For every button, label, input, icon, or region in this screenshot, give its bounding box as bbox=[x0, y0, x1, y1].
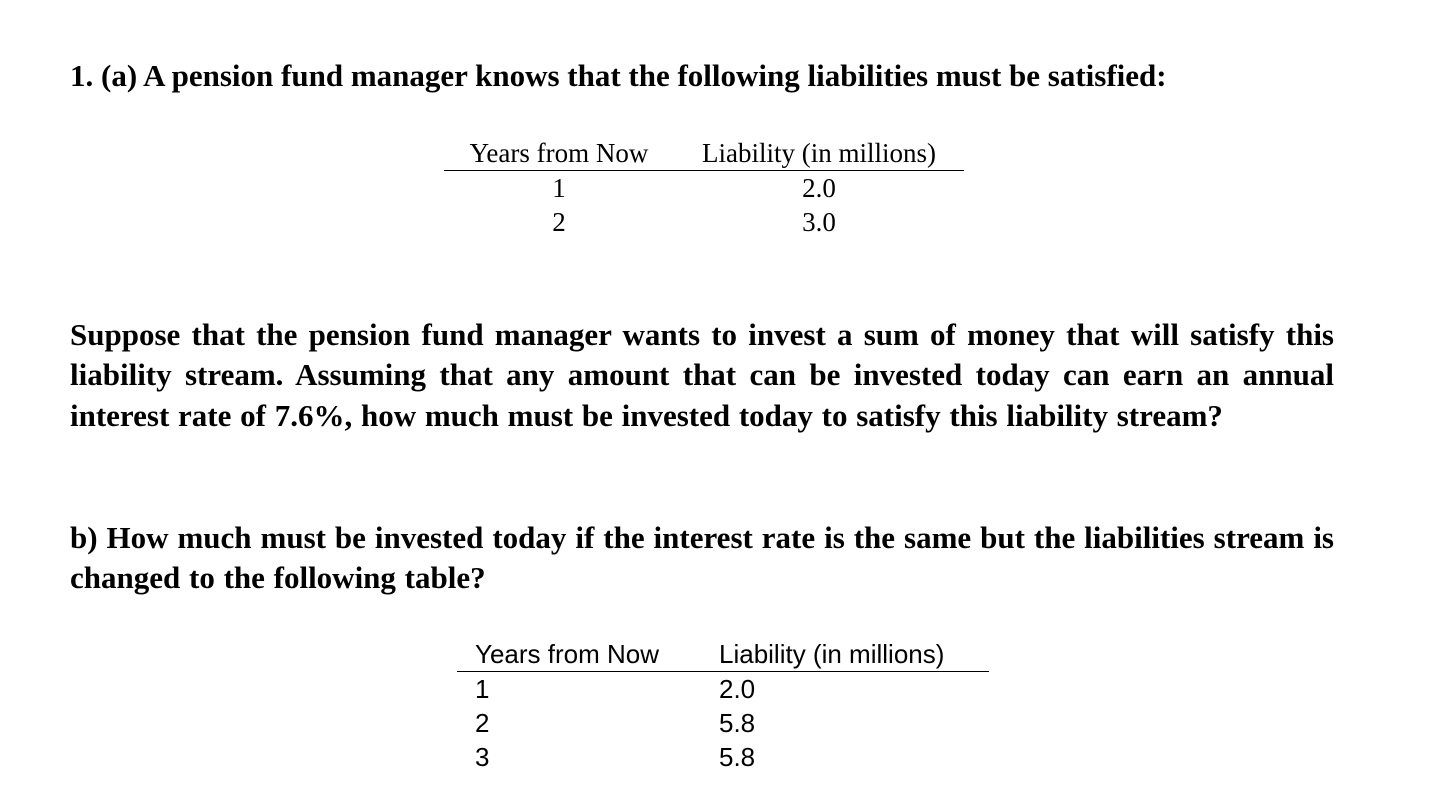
table-a-header-liability: Liability (in millions) bbox=[702, 138, 936, 168]
table-a-header-years: Years from Now bbox=[469, 138, 649, 168]
table-b-liability-cell: 5.8 bbox=[719, 742, 756, 772]
liability-table-a bbox=[444, 136, 964, 239]
table-b-liability-cell: 2.0 bbox=[719, 674, 756, 704]
part-a-question-text: Suppose that the pension fund manager wants to invest a sum of money that will satisfy this liability stream. Assuming that any amount that can be invested today can earn an annual interest rate of 7.6%, how much must be invested today to satisfy this liability stream? bbox=[70, 317, 1334, 433]
table-b-year-cell: 2 bbox=[475, 708, 490, 738]
table-row bbox=[457, 740, 989, 774]
table-b-liability-cell: 5.8 bbox=[719, 708, 756, 738]
table-a-header-row bbox=[444, 136, 964, 171]
table-b-year-cell: 3 bbox=[475, 742, 490, 772]
table-row bbox=[444, 171, 964, 205]
table-b-header-years: Years from Now bbox=[475, 639, 659, 669]
table-a-year-cell: 1 bbox=[552, 173, 566, 203]
table-a-liability-cell: 3.0 bbox=[802, 207, 836, 237]
table-a-year-cell: 2 bbox=[552, 207, 566, 237]
part-b-question-text: b) How much must be invested today if the interest rate is the same but the liabilities stream is changed to the following table? bbox=[70, 520, 1334, 596]
table-b-year-cell: 1 bbox=[475, 674, 490, 704]
part-a-heading: 1. (a) A pension fund manager knows that the following liabilities must be satisfied: bbox=[70, 58, 1167, 93]
table-row bbox=[457, 672, 989, 706]
table-a-liability-cell: 2.0 bbox=[802, 173, 836, 203]
table-row bbox=[444, 205, 964, 239]
table-b-header-liability: Liability (in millions) bbox=[719, 639, 945, 669]
liability-table-b bbox=[457, 637, 989, 774]
table-row bbox=[457, 706, 989, 740]
table-b-header-row bbox=[457, 637, 989, 672]
